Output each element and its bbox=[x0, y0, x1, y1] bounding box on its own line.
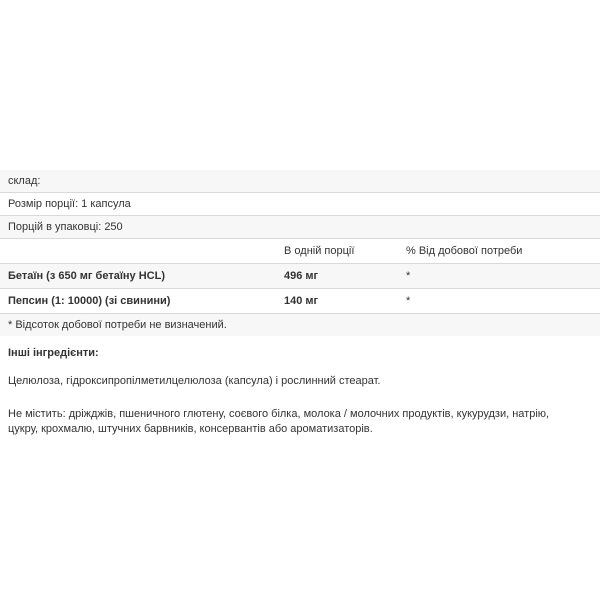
nutrient-daily-value: * bbox=[406, 270, 411, 282]
serving-size-row bbox=[0, 193, 600, 215]
facts-title: склад: bbox=[8, 175, 41, 187]
facts-title-row bbox=[0, 170, 600, 192]
table-header-row bbox=[0, 239, 600, 263]
nutrient-name: Пепсин (1: 10000) (зі свинини) bbox=[8, 295, 171, 307]
other-ingredients-heading: Інші інгредієнти: bbox=[8, 347, 99, 359]
other-ingredients-text: Целюлоза, гідроксипропілметилцелюлоза (капсула) і рослинний стеарат. bbox=[8, 375, 381, 387]
supplement-facts-panel bbox=[0, 170, 600, 336]
nutrient-amount: 140 мг bbox=[284, 295, 319, 307]
nutrient-amount: 496 мг bbox=[284, 270, 319, 282]
column-header-daily-value: % Від добової потреби bbox=[406, 245, 523, 257]
nutrient-daily-value: * bbox=[406, 295, 411, 307]
servings-per-container-label: Порцій в упаковці: 250 bbox=[8, 221, 123, 233]
other-ingredients-section bbox=[0, 346, 600, 437]
daily-value-footnote: * Відсоток добової потреби не визначений. bbox=[8, 319, 227, 331]
table-row bbox=[0, 264, 600, 288]
serving-size-label: Розмір порції: 1 капсула bbox=[8, 198, 131, 210]
daily-value-footnote-row bbox=[0, 314, 600, 336]
allergen-statement: Не містить: дріжджів, пшеничного глютену, соєвого білка, молока / молочних продуктів, кукурудзи, натрію, цукру, крохмалю, штучних барвників, консервантів або ароматизаторів. bbox=[8, 408, 550, 435]
column-header-amount: В одній порції bbox=[284, 245, 355, 257]
table-row bbox=[0, 289, 600, 313]
nutrient-name: Бетаїн (з 650 мг бетаїну HCL) bbox=[8, 270, 166, 282]
servings-per-container-row bbox=[0, 216, 600, 238]
